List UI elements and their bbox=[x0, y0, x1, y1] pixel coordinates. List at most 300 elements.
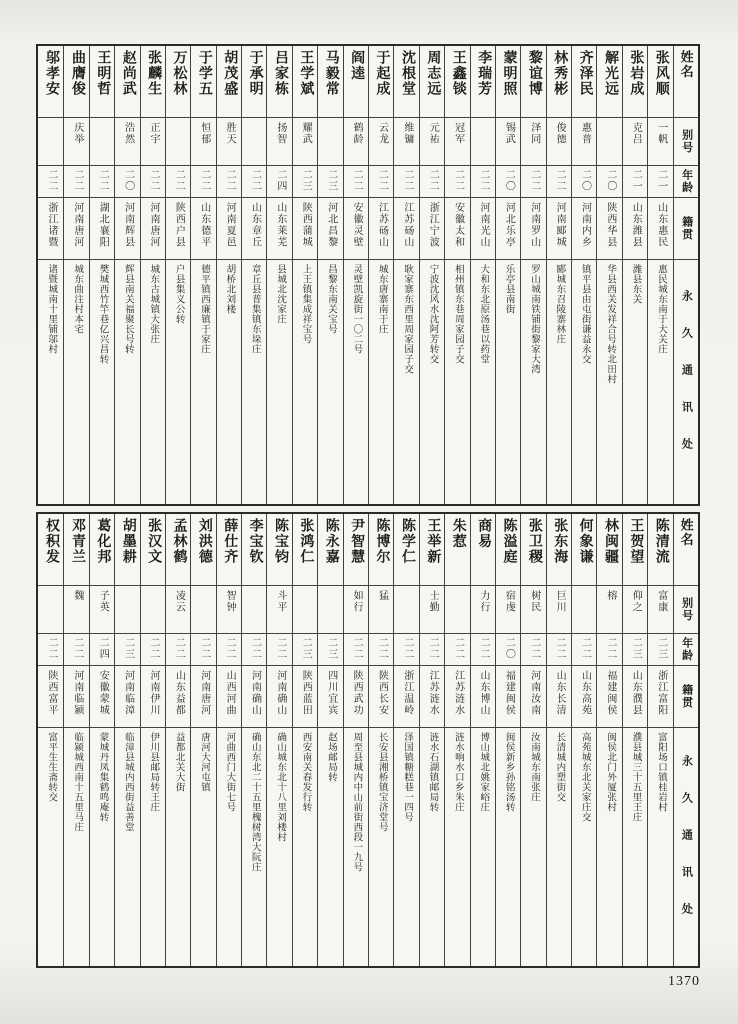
name-text: 邬孝安 bbox=[44, 50, 60, 97]
age-cell bbox=[64, 166, 88, 198]
origin-cell bbox=[141, 198, 165, 260]
name-cell bbox=[547, 46, 571, 118]
name-cell bbox=[344, 514, 368, 586]
age-text: 二二 bbox=[173, 169, 185, 192]
alias-cell bbox=[648, 586, 672, 634]
directory-tables bbox=[36, 44, 700, 968]
age-text: 二一 bbox=[630, 169, 642, 192]
address-cell bbox=[293, 728, 317, 966]
name-cell bbox=[217, 514, 241, 586]
address-cell bbox=[115, 260, 139, 504]
name-cell bbox=[166, 46, 190, 118]
origin-cell bbox=[115, 666, 139, 728]
person-column bbox=[622, 46, 647, 504]
origin-text: 河南确山 bbox=[274, 670, 286, 716]
name-text: 曲膺俊 bbox=[69, 50, 85, 97]
header-column bbox=[673, 514, 698, 966]
address-text: 富阳场口镇桂岩村 bbox=[655, 732, 666, 812]
alias-cell bbox=[344, 586, 368, 634]
person-column bbox=[546, 46, 571, 504]
alias-text: 魏 bbox=[71, 590, 83, 602]
origin-text: 河南夏邑 bbox=[224, 202, 236, 248]
alias-cell bbox=[318, 586, 342, 634]
name-text: 薛仕齐 bbox=[222, 518, 238, 565]
alias-cell bbox=[521, 586, 545, 634]
address-text: 河曲西门大街七号 bbox=[224, 732, 235, 812]
age-text: 二二 bbox=[224, 637, 236, 660]
alias-text: 智钟 bbox=[224, 590, 236, 613]
origin-cell bbox=[90, 198, 114, 260]
alias-text: 榕 bbox=[604, 590, 616, 602]
person-column bbox=[216, 514, 241, 966]
address-cell bbox=[64, 728, 88, 966]
alias-text: 树民 bbox=[528, 590, 540, 613]
name-cell bbox=[369, 514, 393, 586]
alias-text: 斗平 bbox=[274, 590, 286, 613]
name-text: 王鑫锬 bbox=[450, 50, 466, 97]
age-cell bbox=[141, 166, 165, 198]
name-text: 万松林 bbox=[171, 50, 187, 97]
person-column bbox=[190, 514, 215, 966]
age-text: 二二 bbox=[351, 169, 363, 192]
origin-cell bbox=[115, 198, 139, 260]
age-text: 二二 bbox=[224, 169, 236, 192]
header-name-cell bbox=[674, 46, 698, 118]
origin-cell bbox=[242, 666, 266, 728]
alias-cell bbox=[141, 586, 165, 634]
alias-text: 泽同 bbox=[528, 122, 540, 145]
address-text: 西安南关春发行转 bbox=[300, 732, 311, 812]
origin-text: 河南光山 bbox=[478, 202, 489, 248]
name-text: 于起成 bbox=[374, 50, 390, 97]
alias-cell bbox=[394, 118, 418, 166]
name-text: 蒙明照 bbox=[501, 50, 517, 97]
origin-text: 山东益都 bbox=[173, 670, 185, 716]
origin-text: 山东惠民 bbox=[655, 202, 667, 248]
origin-cell bbox=[141, 666, 165, 728]
name-cell bbox=[420, 514, 444, 586]
origin-cell bbox=[267, 666, 291, 728]
name-text: 陈宝钧 bbox=[273, 518, 289, 565]
origin-text: 河南罗山 bbox=[528, 202, 540, 248]
address-text: 高苑城东北关家庄交 bbox=[579, 732, 590, 822]
name-cell bbox=[369, 46, 393, 118]
origin-cell bbox=[521, 666, 545, 728]
name-text: 王明哲 bbox=[95, 50, 111, 97]
header-origin-cell bbox=[674, 666, 698, 728]
age-cell bbox=[471, 166, 495, 198]
alias-cell bbox=[547, 586, 571, 634]
person-column bbox=[343, 46, 368, 504]
address-cell bbox=[521, 728, 545, 966]
address-cell bbox=[191, 728, 215, 966]
address-text: 昌黎东南关宝号 bbox=[325, 264, 336, 334]
person-column bbox=[444, 514, 469, 966]
person-column bbox=[393, 46, 418, 504]
address-cell bbox=[445, 260, 469, 504]
address-cell bbox=[369, 260, 393, 504]
alias-text: 扬智 bbox=[274, 122, 286, 145]
name-cell bbox=[521, 46, 545, 118]
age-text: 二二 bbox=[554, 169, 566, 192]
origin-text: 江苏涟水 bbox=[452, 670, 464, 716]
alias-cell bbox=[217, 586, 241, 634]
alias-cell bbox=[471, 118, 495, 166]
address-cell bbox=[293, 260, 317, 504]
name-cell bbox=[318, 46, 342, 118]
origin-text: 浙江宁波 bbox=[427, 202, 439, 248]
address-cell bbox=[267, 728, 291, 966]
address-text: 确山东北二十五里槐树湾大阮庄 bbox=[249, 732, 260, 872]
origin-cell bbox=[572, 198, 596, 260]
age-cell bbox=[344, 634, 368, 666]
age-text: 二〇 bbox=[579, 169, 591, 192]
origin-cell bbox=[293, 198, 317, 260]
person-column bbox=[317, 514, 342, 966]
origin-text: 安徽灵壁 bbox=[351, 202, 363, 248]
age-cell bbox=[597, 166, 621, 198]
age-cell bbox=[318, 634, 342, 666]
origin-text: 河南临漳 bbox=[122, 670, 134, 716]
name-text: 解光远 bbox=[603, 50, 619, 97]
age-text: 二二 bbox=[478, 637, 489, 660]
address-text: 长清城内塑街交 bbox=[554, 732, 565, 802]
name-cell bbox=[471, 46, 495, 118]
origin-text: 江苏涟水 bbox=[427, 670, 439, 716]
address-cell bbox=[547, 728, 571, 966]
age-cell bbox=[547, 166, 571, 198]
name-text: 张东海 bbox=[552, 518, 568, 565]
age-cell bbox=[318, 166, 342, 198]
name-text: 于承明 bbox=[247, 50, 263, 97]
address-cell bbox=[166, 260, 190, 504]
origin-text: 安徽太和 bbox=[452, 202, 464, 248]
age-text: 二一 bbox=[655, 169, 667, 192]
person-column bbox=[571, 514, 596, 966]
address-text: 富平生生斋转交 bbox=[46, 732, 57, 802]
alias-text: 宿虔 bbox=[503, 590, 515, 613]
name-cell bbox=[64, 46, 88, 118]
alias-text: 鹤龄 bbox=[351, 122, 363, 145]
address-cell bbox=[369, 728, 393, 966]
address-text: 乐亭县南街 bbox=[503, 264, 514, 314]
alias-cell bbox=[141, 118, 165, 166]
person-column bbox=[470, 514, 495, 966]
address-text: 城东唐寨南于庄 bbox=[376, 264, 387, 334]
address-cell bbox=[141, 260, 165, 504]
origin-cell bbox=[267, 198, 291, 260]
address-text: 辉县南关福聚长号转 bbox=[122, 264, 133, 354]
person-column bbox=[241, 514, 266, 966]
alias-text: 士勤 bbox=[427, 590, 439, 613]
alias-text: 巨川 bbox=[554, 590, 566, 613]
origin-cell bbox=[496, 198, 520, 260]
age-text: 二二 bbox=[528, 169, 540, 192]
person-column bbox=[419, 46, 444, 504]
origin-text: 河南内乡 bbox=[579, 202, 591, 248]
alias-cell bbox=[572, 118, 596, 166]
person-column bbox=[266, 46, 291, 504]
address-cell bbox=[318, 260, 342, 504]
age-text: 二二 bbox=[249, 637, 261, 660]
person-column bbox=[38, 514, 63, 966]
person-column bbox=[38, 46, 63, 504]
alias-text: 元祐 bbox=[427, 122, 439, 145]
name-text: 沈根堂 bbox=[399, 50, 415, 97]
age-text: 二二 bbox=[579, 637, 591, 660]
age-cell bbox=[597, 634, 621, 666]
person-column bbox=[393, 514, 418, 966]
origin-cell bbox=[445, 198, 469, 260]
age-cell bbox=[115, 634, 139, 666]
name-cell bbox=[597, 46, 621, 118]
origin-text: 山西河曲 bbox=[224, 670, 236, 716]
address-text: 大和东北原汤巷以药堂 bbox=[478, 264, 489, 364]
address-text: 诸暨城南十里铺邬村 bbox=[46, 264, 57, 354]
name-text: 刘洪德 bbox=[196, 518, 212, 565]
alias-cell bbox=[547, 118, 571, 166]
address-cell bbox=[38, 260, 63, 504]
origin-cell bbox=[344, 198, 368, 260]
alias-cell bbox=[267, 118, 291, 166]
origin-cell bbox=[90, 666, 114, 728]
age-cell bbox=[90, 166, 114, 198]
address-cell bbox=[445, 728, 469, 966]
origin-cell bbox=[394, 666, 418, 728]
name-text: 何象谦 bbox=[577, 518, 593, 565]
origin-text: 浙江温岭 bbox=[401, 670, 413, 716]
person-column bbox=[647, 46, 672, 504]
name-text: 朱惹 bbox=[450, 518, 466, 549]
address-cell bbox=[648, 728, 672, 966]
alias-cell bbox=[597, 118, 621, 166]
name-cell bbox=[471, 514, 495, 586]
address-cell bbox=[623, 728, 647, 966]
address-cell bbox=[242, 260, 266, 504]
age-text: 二二 bbox=[274, 637, 286, 660]
person-column bbox=[114, 46, 139, 504]
alias-cell bbox=[38, 118, 63, 166]
origin-text: 河北乐亭 bbox=[503, 202, 515, 248]
address-cell bbox=[141, 728, 165, 966]
address-text: 潍县东关 bbox=[630, 264, 641, 304]
age-cell bbox=[267, 634, 291, 666]
name-text: 李宝钦 bbox=[247, 518, 263, 565]
alias-cell bbox=[64, 586, 88, 634]
address-cell bbox=[38, 728, 63, 966]
origin-cell bbox=[242, 198, 266, 260]
address-text: 华县西关发祥合号转北田村 bbox=[605, 264, 616, 384]
name-text: 陈学仁 bbox=[399, 518, 415, 565]
origin-cell bbox=[318, 666, 342, 728]
address-cell bbox=[344, 728, 368, 966]
origin-cell bbox=[547, 198, 571, 260]
name-text: 张麟生 bbox=[146, 50, 162, 97]
age-text: 二四 bbox=[97, 637, 109, 660]
address-text: 灵壁凯旋街一〇二号 bbox=[351, 264, 362, 354]
alias-cell bbox=[344, 118, 368, 166]
header-name-cell bbox=[674, 514, 698, 586]
name-cell bbox=[141, 46, 165, 118]
address-cell bbox=[166, 728, 190, 966]
origin-text: 湖北襄阳 bbox=[97, 202, 109, 248]
name-cell bbox=[38, 514, 63, 586]
age-cell bbox=[496, 166, 520, 198]
age-text: 二二 bbox=[71, 169, 83, 192]
age-cell bbox=[369, 166, 393, 198]
person-column bbox=[292, 514, 317, 966]
name-cell bbox=[293, 46, 317, 118]
name-cell bbox=[394, 46, 418, 118]
name-cell bbox=[394, 514, 418, 586]
origin-text: 浙江诸暨 bbox=[45, 202, 57, 248]
alias-text: 如行 bbox=[351, 590, 363, 613]
origin-cell bbox=[623, 666, 647, 728]
header-name-label: 姓名 bbox=[678, 518, 694, 547]
address-cell bbox=[191, 260, 215, 504]
alias-cell bbox=[648, 118, 672, 166]
name-cell bbox=[344, 46, 368, 118]
header-address-label: 永久通讯处 bbox=[680, 754, 693, 940]
address-text: 长安县湘桥镇宝济堂号 bbox=[376, 732, 387, 832]
person-column bbox=[317, 46, 342, 504]
header-alias-cell bbox=[674, 586, 698, 634]
address-text: 唐河大河屯镇 bbox=[199, 732, 210, 792]
age-text: 二三 bbox=[122, 637, 134, 660]
origin-text: 江苏砀山 bbox=[401, 202, 413, 248]
name-text: 黎谊博 bbox=[526, 50, 542, 97]
age-cell bbox=[369, 634, 393, 666]
name-text: 陈永嘉 bbox=[323, 518, 339, 565]
age-text: 二二 bbox=[45, 637, 57, 660]
name-text: 于学五 bbox=[196, 50, 212, 97]
origin-cell bbox=[572, 666, 596, 728]
address-text: 闽侯新乡孙铭汤转 bbox=[503, 732, 514, 812]
age-text: 二二 bbox=[97, 169, 109, 192]
address-cell bbox=[496, 728, 520, 966]
age-text: 二二 bbox=[376, 637, 388, 660]
origin-cell bbox=[369, 666, 393, 728]
age-text: 二二 bbox=[173, 637, 185, 660]
alias-cell bbox=[115, 118, 139, 166]
name-text: 林秀彬 bbox=[552, 50, 568, 97]
header-age-cell bbox=[674, 166, 698, 198]
name-cell bbox=[572, 46, 596, 118]
address-text: 郾城东召陵寨林庄 bbox=[554, 264, 565, 344]
alias-cell bbox=[471, 586, 495, 634]
header-alias-cell bbox=[674, 118, 698, 166]
age-cell bbox=[471, 634, 495, 666]
address-text: 耿家寨东西里周家园子交 bbox=[402, 264, 413, 374]
alias-cell bbox=[191, 586, 215, 634]
name-text: 陈溢庭 bbox=[501, 518, 517, 565]
age-cell bbox=[242, 634, 266, 666]
address-text: 汝南城东南张庄 bbox=[529, 732, 540, 802]
person-column bbox=[190, 46, 215, 504]
header-age-cell bbox=[674, 634, 698, 666]
alias-cell bbox=[90, 586, 114, 634]
name-text: 商易 bbox=[476, 518, 492, 549]
age-text: 二〇 bbox=[604, 169, 616, 192]
header-origin-label: 籍贯 bbox=[680, 216, 693, 241]
alias-cell bbox=[242, 586, 266, 634]
alias-text: 俊德 bbox=[554, 122, 566, 145]
name-cell bbox=[318, 514, 342, 586]
age-text: 二二 bbox=[401, 637, 413, 660]
age-text: 二二 bbox=[452, 637, 464, 660]
age-cell bbox=[217, 166, 241, 198]
age-text: 二二 bbox=[249, 169, 261, 192]
name-cell bbox=[191, 514, 215, 586]
name-text: 胡茂盛 bbox=[222, 50, 238, 97]
address-cell bbox=[90, 260, 114, 504]
name-cell bbox=[572, 514, 596, 586]
age-cell bbox=[64, 634, 88, 666]
address-text: 章丘县普集镇东垛庄 bbox=[249, 264, 260, 354]
name-cell bbox=[445, 46, 469, 118]
name-text: 张汉文 bbox=[146, 518, 162, 565]
person-column bbox=[495, 514, 520, 966]
origin-text: 山东德平 bbox=[198, 202, 210, 248]
age-text: 二二 bbox=[427, 169, 439, 192]
age-cell bbox=[648, 634, 672, 666]
alias-cell bbox=[369, 586, 393, 634]
address-cell bbox=[344, 260, 368, 504]
address-cell bbox=[648, 260, 672, 504]
person-column bbox=[241, 46, 266, 504]
origin-cell bbox=[166, 666, 190, 728]
name-text: 张鸿仁 bbox=[298, 518, 314, 565]
origin-text: 陕西户县 bbox=[173, 202, 185, 248]
origin-text: 山东濮县 bbox=[630, 670, 642, 716]
person-column bbox=[419, 514, 444, 966]
address-cell bbox=[217, 728, 241, 966]
address-cell bbox=[217, 260, 241, 504]
name-text: 林闽疆 bbox=[603, 518, 619, 565]
alias-text: 浩然 bbox=[122, 122, 134, 145]
name-cell bbox=[115, 46, 139, 118]
person-column bbox=[368, 46, 393, 504]
name-cell bbox=[38, 46, 63, 118]
person-column bbox=[571, 46, 596, 504]
origin-cell bbox=[64, 666, 88, 728]
address-cell bbox=[420, 728, 444, 966]
origin-text: 四川宜宾 bbox=[325, 670, 337, 716]
page-number: 1370 bbox=[668, 974, 700, 989]
age-cell bbox=[191, 166, 215, 198]
age-text: 二三 bbox=[300, 637, 312, 660]
name-text: 葛化邦 bbox=[95, 518, 111, 565]
name-cell bbox=[242, 514, 266, 586]
origin-text: 河南郾城 bbox=[554, 202, 566, 248]
age-text: 二二 bbox=[198, 169, 210, 192]
address-text: 宁波沈风水沈阿芳转交 bbox=[427, 264, 438, 364]
name-cell bbox=[648, 46, 672, 118]
name-text: 马毅常 bbox=[323, 50, 339, 97]
address-text: 县城北沈家庄 bbox=[275, 264, 286, 324]
age-text: 二二 bbox=[427, 637, 439, 660]
address-text: 城东古城镇大张庄 bbox=[148, 264, 159, 344]
age-cell bbox=[521, 166, 545, 198]
address-text: 伊川县邮局转王庄 bbox=[148, 732, 159, 812]
address-text: 临漳县城内西街益善堂 bbox=[122, 732, 133, 832]
alias-cell bbox=[267, 586, 291, 634]
origin-text: 陕西富平 bbox=[45, 670, 57, 716]
header-origin-label: 籍贯 bbox=[680, 684, 693, 709]
name-text: 吕家栋 bbox=[273, 50, 289, 97]
person-column bbox=[368, 514, 393, 966]
alias-text: 一帆 bbox=[655, 122, 667, 145]
